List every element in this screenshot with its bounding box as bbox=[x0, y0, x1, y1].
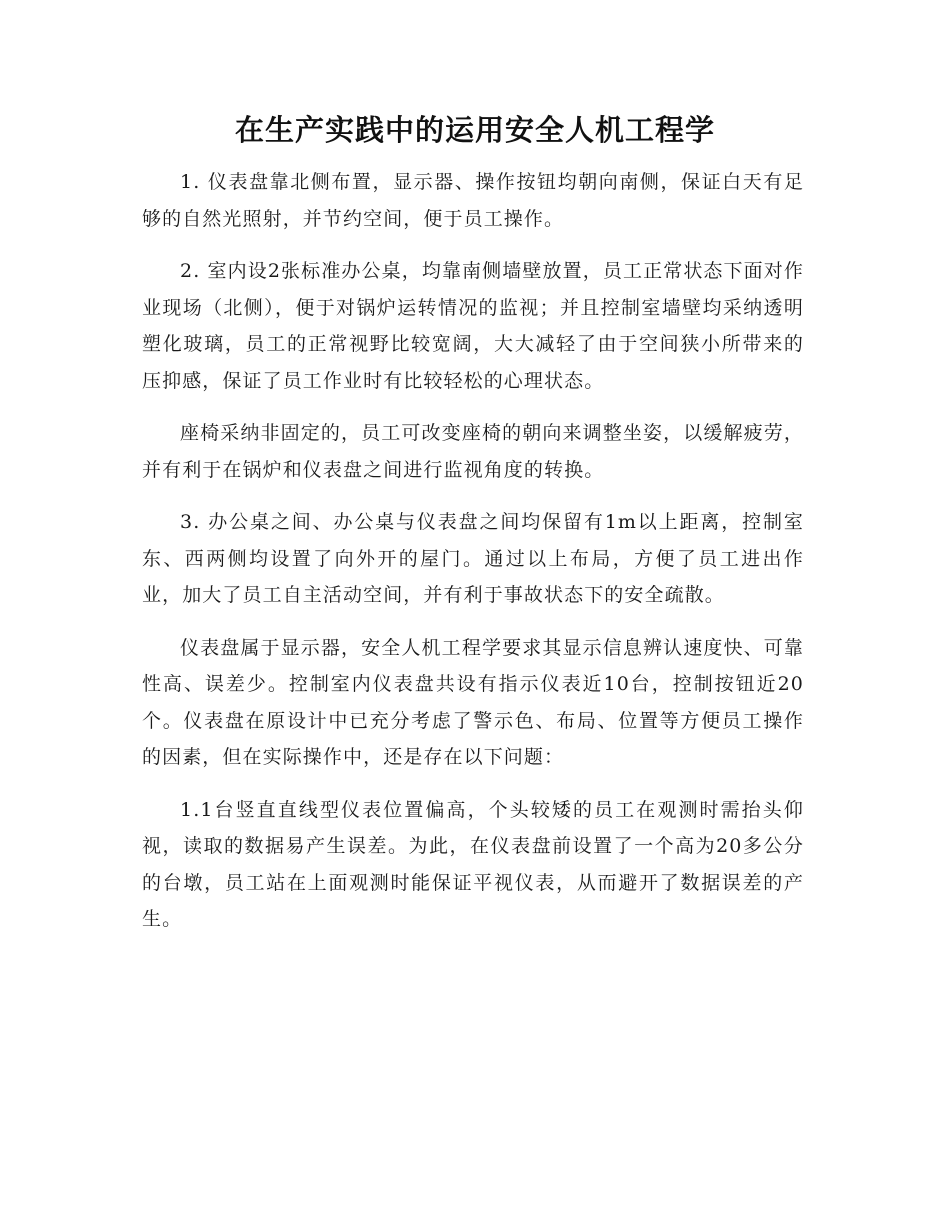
paragraph-2: 2. 室内设2张标准办公桌，均靠南侧墙壁放置，员工正常状态下面对作业现场（北侧），便于对锅炉运转情况的监视；并且控制室墙壁均采纳透明塑化玻璃，员工的正常视野比较宽阔，大大减轻了由于空间狭小所带来的压抑感，保证了员工作业时有比较轻松的心理状态。 bbox=[142, 260, 804, 392]
paragraph-3: 座椅采纳非固定的，员工可改变座椅的朝向来调整坐姿，以缓解疲劳，并有利于在锅炉和仪表盘之间进行监视角度的转换。 bbox=[142, 422, 804, 481]
document-body bbox=[142, 164, 804, 954]
paragraph-1: 1. 仪表盘靠北侧布置，显示器、操作按钮均朝向南侧，保证白天有足够的自然光照射，并节约空间，便于员工操作。 bbox=[142, 171, 804, 230]
paragraph-6: 1.1台竖直直线型仪表位置偏高，个头较矮的员工在观测时需抬头仰视，读取的数据易产生误差。为此，在仪表盘前设置了一个高为20多公分的台墩，员工站在上面观测时能保证平视仪表，从而避开了数据误差的产生。 bbox=[142, 798, 804, 930]
document-title: 在生产实践中的运用安全人机工程学 bbox=[234, 113, 715, 147]
paragraph-4: 3. 办公桌之间、办公桌与仪表盘之间均保留有1m以上距离，控制室东、西两侧均设置了向外开的屋门。通过以上布局，方便了员工进出作业，加大了员工自主活动空间，并有利于事故状态下的安全疏散。 bbox=[142, 511, 804, 606]
paragraph-5: 仪表盘属于显示器，安全人机工程学要求其显示信息辨认速度快、可靠性高、误差少。控制室内仪表盘共设有指示仪表近10台，控制按钮近20个。仪表盘在原设计中已充分考虑了警示色、布局、位置等方便员工操作的因素，但在实际操作中，还是存在以下问题： bbox=[142, 636, 804, 768]
